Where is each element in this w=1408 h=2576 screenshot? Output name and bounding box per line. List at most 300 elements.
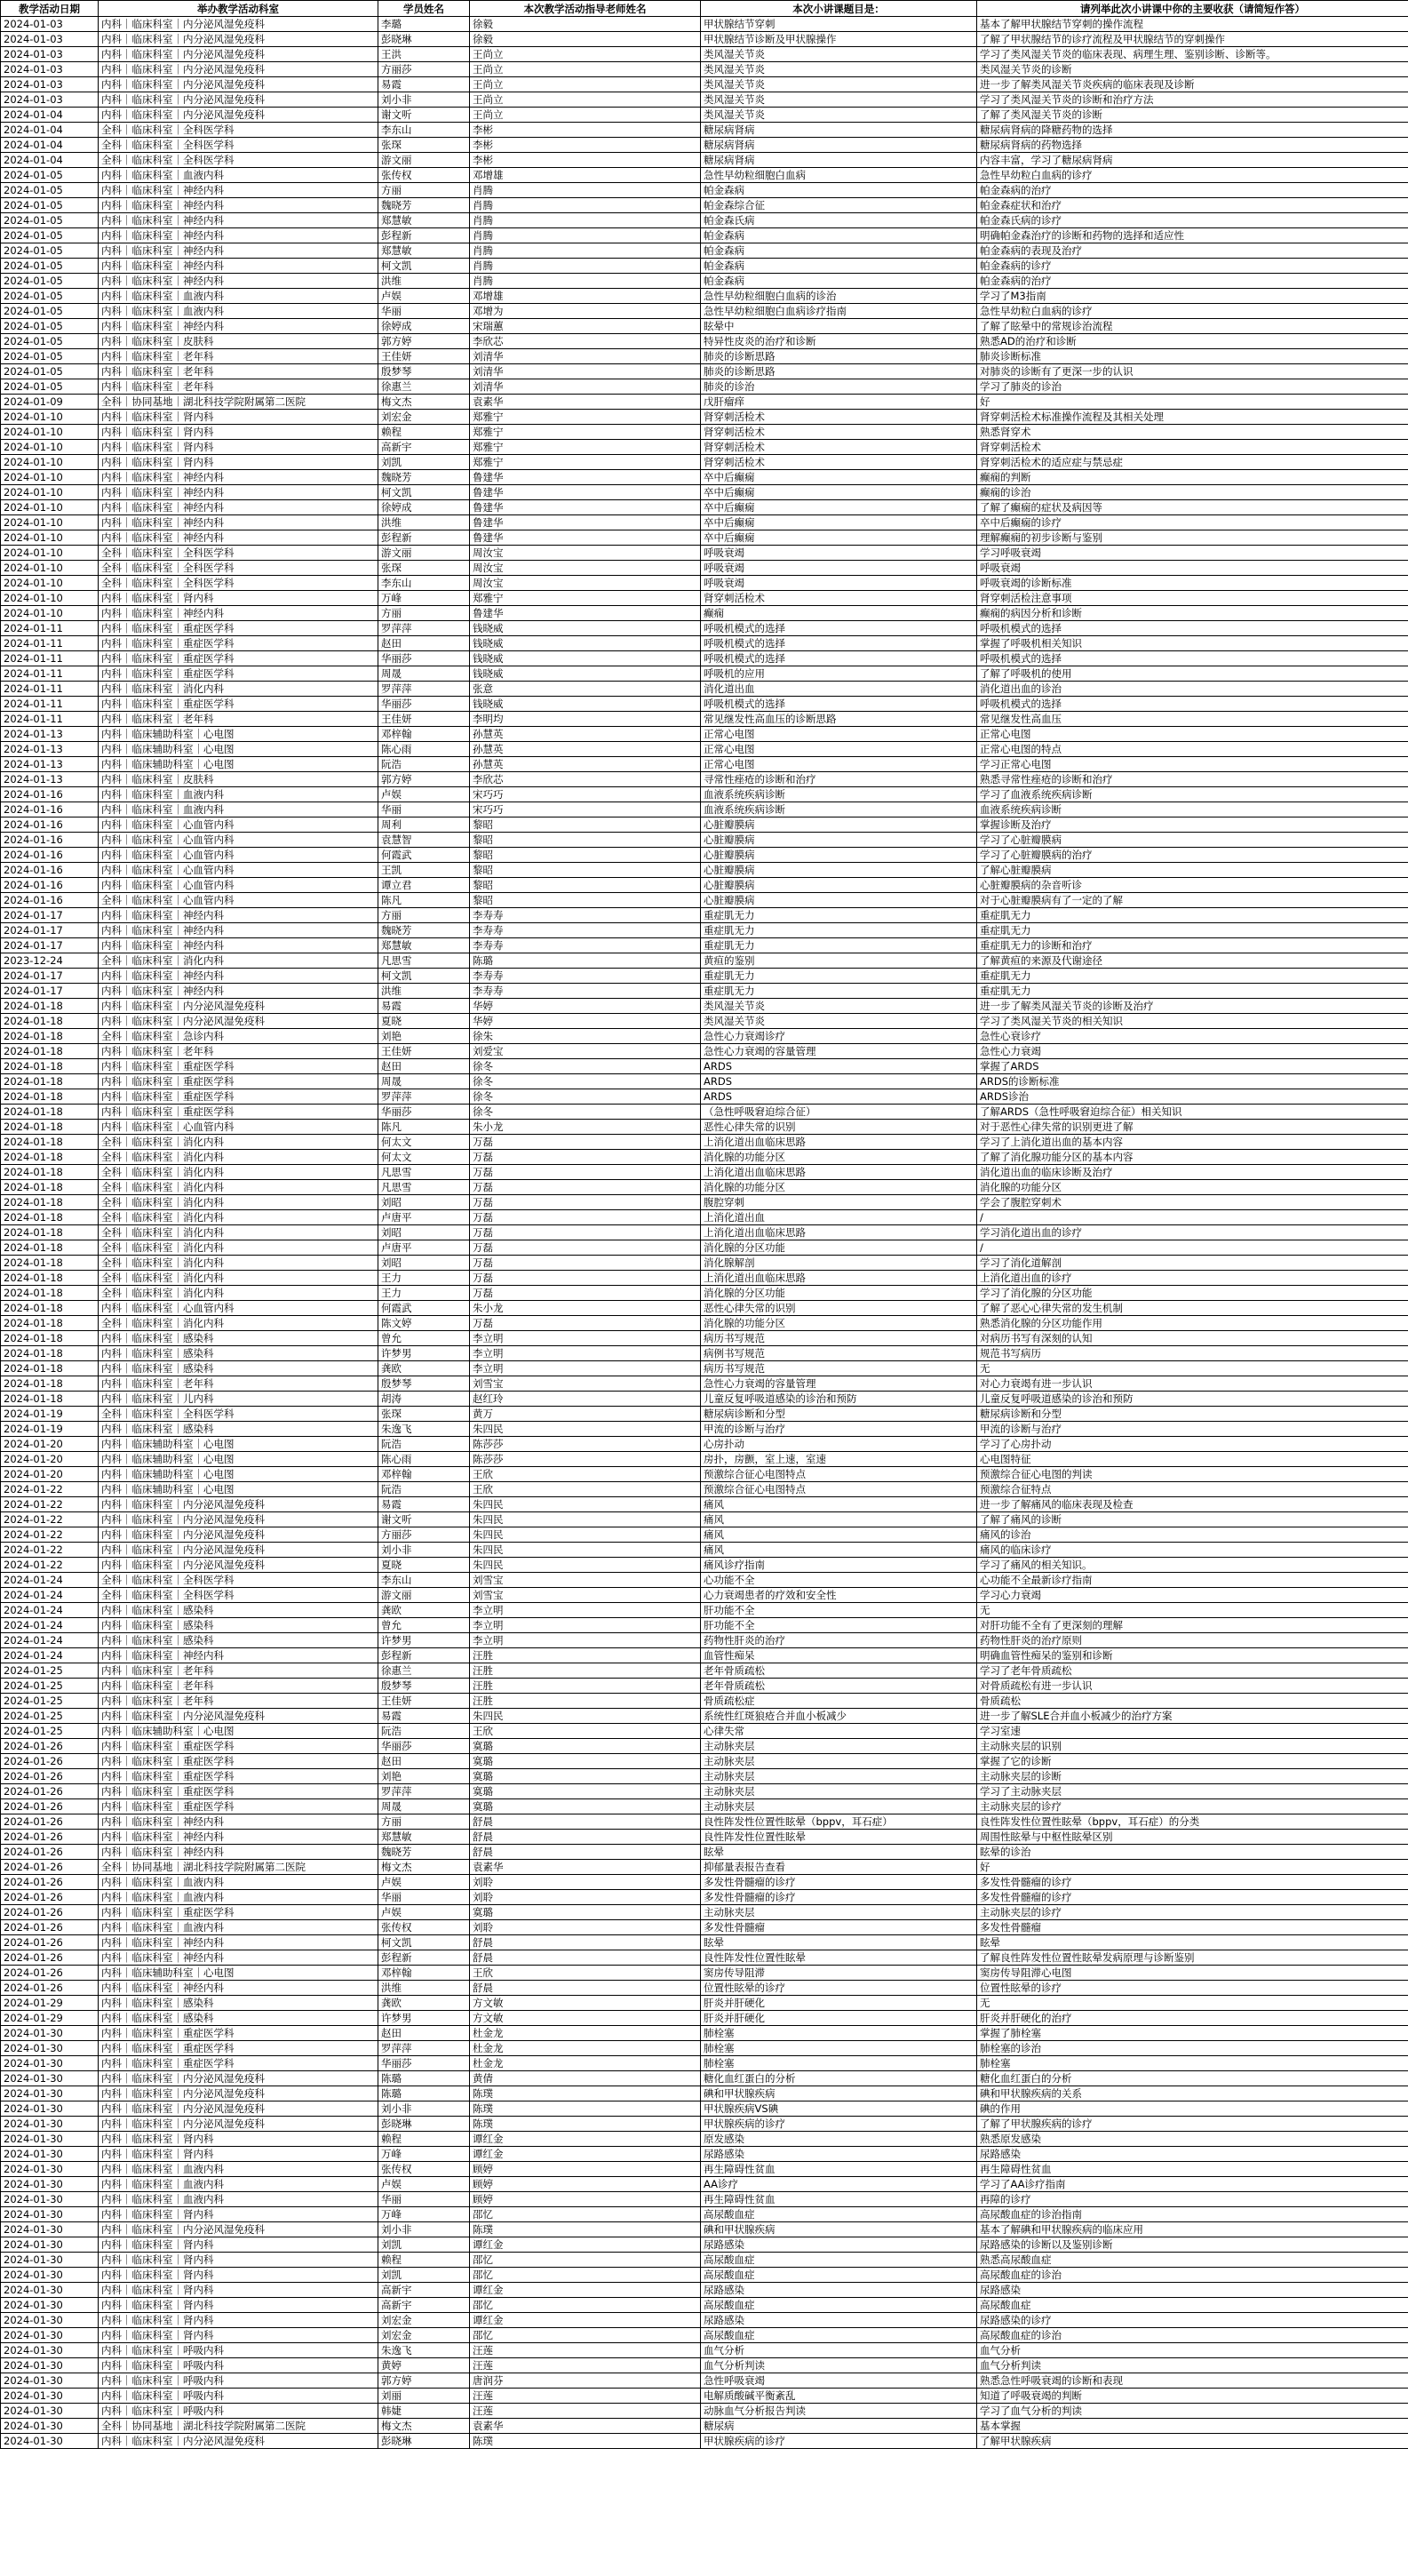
table-row <box>1 817 1408 833</box>
cell-department: 内科｜临床科室｜心血管内科 <box>99 1301 378 1316</box>
cell-topic: 原发感染 <box>701 2132 977 2147</box>
cell-student: 陈心雨 <box>378 1452 470 1467</box>
cell-department: 内科｜临床科室｜肾内科 <box>99 2328 378 2343</box>
cell-teacher: 邓增雄 <box>470 168 701 183</box>
table-row <box>1 1799 1408 1814</box>
table-row <box>1 1286 1408 1301</box>
cell-date: 2024-01-13 <box>1 727 99 742</box>
cell-date: 2024-01-10 <box>1 485 99 500</box>
cell-student: 徐婷成 <box>378 319 470 334</box>
cell-date: 2024-01-26 <box>1 1754 99 1769</box>
cell-gains: 帕金森病的治疗 <box>977 274 1408 289</box>
cell-teacher: 舒晨 <box>470 1935 701 1950</box>
cell-department: 内科｜临床科室｜血液内科 <box>99 289 378 304</box>
table-row <box>1 848 1408 863</box>
cell-topic: 心力衰竭患者的疗效和安全性 <box>701 1588 977 1603</box>
cell-topic: 上消化道出血临床思路 <box>701 1271 977 1286</box>
cell-student: 魏晓芳 <box>378 1845 470 1860</box>
cell-student: 高新宇 <box>378 2298 470 2313</box>
cell-gains: 糖尿病肾病的药物选择 <box>977 138 1408 153</box>
cell-gains: 学习正常心电图 <box>977 757 1408 772</box>
cell-gains: 痛风的诊治 <box>977 1527 1408 1543</box>
cell-department: 内科｜临床科室｜重症医学科 <box>99 651 378 666</box>
cell-gains: 碘和甲状腺疾病的关系 <box>977 2086 1408 2101</box>
table-row <box>1 1709 1408 1724</box>
cell-topic: 药物性肝炎的治疗 <box>701 1633 977 1648</box>
cell-gains: 呼吸机模式的选择 <box>977 651 1408 666</box>
cell-gains: 主动脉夹层的诊疗 <box>977 1905 1408 1920</box>
cell-topic: 肺炎的诊断思路 <box>701 364 977 379</box>
table-row <box>1 1059 1408 1074</box>
cell-student: 易霞 <box>378 1709 470 1724</box>
cell-department: 全科｜临床科室｜全科医学科 <box>99 546 378 561</box>
table-row <box>1 485 1408 500</box>
cell-student: 朱逸飞 <box>378 2343 470 2358</box>
cell-department: 内科｜临床科室｜血液内科 <box>99 1890 378 1905</box>
cell-topic: 甲状腺结节诊断及甲状腺操作 <box>701 32 977 47</box>
table-row <box>1 77 1408 92</box>
cell-topic: 糖尿病诊断和分型 <box>701 1407 977 1422</box>
table-row <box>1 334 1408 349</box>
cell-student: 阮浩 <box>378 757 470 772</box>
cell-teacher: 朱四民 <box>470 1558 701 1573</box>
cell-teacher: 谭红金 <box>470 2147 701 2162</box>
cell-date: 2024-01-03 <box>1 32 99 47</box>
cell-topic: 类风湿关节炎 <box>701 77 977 92</box>
cell-department: 内科｜临床科室｜老年科 <box>99 1376 378 1392</box>
cell-gains: 理解癫痫的初步诊断与鉴别 <box>977 530 1408 546</box>
cell-student: 华丽莎 <box>378 651 470 666</box>
cell-gains: 对于恶性心律失常的识别更进了解 <box>977 1120 1408 1135</box>
table-row <box>1 1663 1408 1679</box>
cell-date: 2024-01-11 <box>1 697 99 712</box>
cell-department: 内科｜临床科室｜神经内科 <box>99 1935 378 1950</box>
cell-teacher: 万磊 <box>470 1256 701 1271</box>
cell-gains: 熟悉高尿酸血症 <box>977 2253 1408 2268</box>
cell-department: 内科｜临床科室｜皮肤科 <box>99 772 378 787</box>
cell-student: 邓梓翰 <box>378 1966 470 1981</box>
cell-department: 内科｜临床科室｜内分泌风湿免疫科 <box>99 999 378 1014</box>
cell-date: 2024-01-20 <box>1 1467 99 1482</box>
cell-department: 内科｜临床辅助科室｜心电图 <box>99 1482 378 1497</box>
cell-teacher: 肖腾 <box>470 183 701 198</box>
cell-student: 陈凡 <box>378 893 470 908</box>
cell-date: 2024-01-05 <box>1 228 99 243</box>
cell-teacher: 王欣 <box>470 1467 701 1482</box>
cell-teacher: 邓增为 <box>470 304 701 319</box>
cell-date: 2024-01-16 <box>1 833 99 848</box>
cell-topic: 急性早幼粒细胞白血病的诊治 <box>701 289 977 304</box>
table-row <box>1 2086 1408 2101</box>
cell-teacher: 万磊 <box>470 1271 701 1286</box>
cell-date: 2024-01-16 <box>1 893 99 908</box>
cell-department: 内科｜临床科室｜内分泌风湿免疫科 <box>99 1014 378 1029</box>
cell-student: 郑慧敏 <box>378 243 470 259</box>
cell-student: 曾允 <box>378 1331 470 1346</box>
cell-topic: 甲状腺结节穿刺 <box>701 17 977 32</box>
table-row <box>1 1392 1408 1407</box>
cell-date: 2024-01-11 <box>1 682 99 697</box>
cell-student: 刘宏金 <box>378 410 470 425</box>
cell-topic: 肾穿刺活检术 <box>701 455 977 470</box>
cell-teacher: 王欣 <box>470 1966 701 1981</box>
cell-department: 内科｜临床科室｜内分泌风湿免疫科 <box>99 1709 378 1724</box>
cell-topic: 正常心电图 <box>701 727 977 742</box>
cell-teacher: 李寿寿 <box>470 969 701 984</box>
cell-date: 2024-01-10 <box>1 470 99 485</box>
cell-teacher: 汪胜 <box>470 1679 701 1694</box>
cell-topic: 碘和甲状腺疾病 <box>701 2086 977 2101</box>
cell-gains: 消化道出血的诊治 <box>977 682 1408 697</box>
header-gains: 请列举此次小讲课中你的主要收获（请简短作答） <box>977 1 1408 17</box>
cell-department: 内科｜临床科室｜神经内科 <box>99 938 378 953</box>
cell-department: 内科｜临床科室｜呼吸内科 <box>99 2358 378 2373</box>
cell-gains: 对骨质疏松有进一步认识 <box>977 1679 1408 1694</box>
cell-student: 赖程 <box>378 425 470 440</box>
cell-topic: 卒中后癫痫 <box>701 530 977 546</box>
cell-topic: 再生障碍性贫血 <box>701 2162 977 2177</box>
table-row <box>1 2056 1408 2071</box>
table-row <box>1 1225 1408 1240</box>
cell-student: 阮浩 <box>378 1437 470 1452</box>
cell-department: 内科｜临床科室｜肾内科 <box>99 455 378 470</box>
cell-date: 2024-01-30 <box>1 2222 99 2237</box>
cell-date: 2024-01-24 <box>1 1573 99 1588</box>
cell-department: 内科｜临床辅助科室｜心电图 <box>99 1724 378 1739</box>
cell-department: 内科｜临床科室｜重症医学科 <box>99 2041 378 2056</box>
cell-teacher: 寞璐 <box>470 1739 701 1754</box>
cell-topic: 良性阵发性位置性眩晕（bppv，耳石症） <box>701 1814 977 1830</box>
cell-department: 内科｜临床科室｜老年科 <box>99 349 378 364</box>
cell-topic: 重症肌无力 <box>701 969 977 984</box>
cell-student: 陈璐 <box>378 2071 470 2086</box>
table-row <box>1 1195 1408 1210</box>
cell-teacher: 陈莎莎 <box>470 1452 701 1467</box>
cell-teacher: 万磊 <box>470 1195 701 1210</box>
cell-gains: 急性心衰诊疗 <box>977 1029 1408 1044</box>
cell-gains: 了解了癫痫的症状及病因等 <box>977 500 1408 515</box>
cell-student: 高新宇 <box>378 440 470 455</box>
cell-topic: 病历书写规范 <box>701 1361 977 1376</box>
table-row <box>1 1497 1408 1512</box>
cell-gains: 痛风的临床诊疗 <box>977 1543 1408 1558</box>
cell-gains: 骨质疏松 <box>977 1694 1408 1709</box>
header-department: 举办教学活动科室 <box>99 1 378 17</box>
cell-department: 内科｜临床科室｜神经内科 <box>99 1981 378 1996</box>
cell-student: 洪维 <box>378 984 470 999</box>
cell-teacher: 汪莲 <box>470 2389 701 2404</box>
cell-topic: 恶性心律失常的识别 <box>701 1120 977 1135</box>
table-row <box>1 1966 1408 1981</box>
cell-department: 内科｜临床科室｜心血管内科 <box>99 833 378 848</box>
cell-date: 2024-01-22 <box>1 1543 99 1558</box>
cell-topic: 肝炎并肝硬化 <box>701 2011 977 2026</box>
table-row <box>1 32 1408 47</box>
cell-gains: 了解了眩晕中的常规诊治流程 <box>977 319 1408 334</box>
cell-department: 内科｜临床科室｜内分泌风湿免疫科 <box>99 32 378 47</box>
cell-gains: 高尿酸血症 <box>977 2298 1408 2313</box>
cell-department: 全科｜临床科室｜消化内科 <box>99 1225 378 1240</box>
cell-topic: 主动脉夹层 <box>701 1739 977 1754</box>
cell-date: 2024-01-30 <box>1 2071 99 2086</box>
table-row <box>1 1814 1408 1830</box>
cell-department: 内科｜临床科室｜感染科 <box>99 1618 378 1633</box>
cell-topic: 黄疸的鉴别 <box>701 953 977 969</box>
cell-student: 方丽 <box>378 606 470 621</box>
cell-topic: 戊肝瘤痒 <box>701 395 977 410</box>
cell-gains: 尿路感染的诊断以及鉴别诊断 <box>977 2237 1408 2253</box>
cell-department: 内科｜临床科室｜感染科 <box>99 1422 378 1437</box>
cell-student: 凡思雪 <box>378 1180 470 1195</box>
cell-topic: 特异性皮炎的治疗和诊断 <box>701 334 977 349</box>
cell-student: 张传权 <box>378 2162 470 2177</box>
cell-department: 内科｜临床科室｜神经内科 <box>99 923 378 938</box>
cell-date: 2024-01-11 <box>1 636 99 651</box>
cell-teacher: 刘雪宝 <box>470 1588 701 1603</box>
cell-date: 2024-01-26 <box>1 1890 99 1905</box>
table-row <box>1 1694 1408 1709</box>
cell-topic: 心脏瓣膜病 <box>701 833 977 848</box>
cell-topic: 重症肌无力 <box>701 923 977 938</box>
cell-gains: 类风湿关节炎的诊断 <box>977 62 1408 77</box>
cell-date: 2024-01-30 <box>1 2419 99 2434</box>
cell-student: 邓梓翰 <box>378 1467 470 1482</box>
cell-department: 内科｜临床科室｜神经内科 <box>99 274 378 289</box>
table-row <box>1 530 1408 546</box>
table-row <box>1 425 1408 440</box>
cell-teacher: 王欣 <box>470 1482 701 1497</box>
cell-department: 内科｜临床科室｜内分泌风湿免疫科 <box>99 1497 378 1512</box>
table-row <box>1 123 1408 138</box>
table-body <box>1 17 1408 2449</box>
cell-date: 2024-01-30 <box>1 2192 99 2207</box>
header-topic: 本次小讲课题目是： <box>701 1 977 17</box>
table-row <box>1 969 1408 984</box>
cell-date: 2024-01-30 <box>1 2358 99 2373</box>
table-row <box>1 772 1408 787</box>
cell-gains: 学习了AA诊疗指南 <box>977 2177 1408 2192</box>
table-row <box>1 1769 1408 1784</box>
cell-date: 2024-01-30 <box>1 2268 99 2283</box>
cell-department: 内科｜临床科室｜神经内科 <box>99 606 378 621</box>
cell-date: 2024-01-26 <box>1 1739 99 1754</box>
cell-department: 内科｜临床科室｜老年科 <box>99 379 378 395</box>
cell-gains: 甲流的诊断与治疗 <box>977 1422 1408 1437</box>
table-row <box>1 2253 1408 2268</box>
cell-topic: 常见继发性高血压的诊断思路 <box>701 712 977 727</box>
cell-date: 2024-01-26 <box>1 1845 99 1860</box>
cell-date: 2023-12-24 <box>1 953 99 969</box>
cell-student: 许梦男 <box>378 2011 470 2026</box>
cell-teacher: 顾婷 <box>470 2177 701 2192</box>
cell-student: 张琛 <box>378 561 470 576</box>
cell-student: 许梦男 <box>378 1346 470 1361</box>
cell-teacher: 陈璞 <box>470 2222 701 2237</box>
cell-student: 洪维 <box>378 1981 470 1996</box>
table-row <box>1 1890 1408 1905</box>
cell-gains: ARDS的诊断标准 <box>977 1074 1408 1089</box>
cell-gains: 学习了类风湿关节炎的相关知识 <box>977 1014 1408 1029</box>
cell-student: 卢娱 <box>378 2177 470 2192</box>
cell-topic: 糖尿病肾病 <box>701 153 977 168</box>
cell-student: 彭晓琳 <box>378 2117 470 2132</box>
cell-topic: 痛风 <box>701 1543 977 1558</box>
cell-date: 2024-01-30 <box>1 2434 99 2449</box>
cell-department: 内科｜临床科室｜内分泌风湿免疫科 <box>99 1512 378 1527</box>
cell-topic: 消化腺的功能分区 <box>701 1180 977 1195</box>
cell-teacher: 鲁建华 <box>470 500 701 515</box>
table-row <box>1 2041 1408 2056</box>
cell-department: 内科｜临床科室｜血液内科 <box>99 1920 378 1935</box>
cell-department: 内科｜临床科室｜重症医学科 <box>99 1074 378 1089</box>
cell-teacher: 鲁建华 <box>470 606 701 621</box>
table-row <box>1 379 1408 395</box>
cell-date: 2024-01-05 <box>1 319 99 334</box>
cell-gains: 糖尿病肾病的降糖药物的选择 <box>977 123 1408 138</box>
cell-gains: 帕金森症状和治疗 <box>977 198 1408 213</box>
table-row <box>1 153 1408 168</box>
cell-teacher: 李立明 <box>470 1603 701 1618</box>
cell-teacher: 汪胜 <box>470 1663 701 1679</box>
cell-topic: 痛风诊疗指南 <box>701 1558 977 1573</box>
cell-department: 内科｜临床科室｜肾内科 <box>99 591 378 606</box>
cell-date: 2024-01-10 <box>1 546 99 561</box>
cell-teacher: 徐毅 <box>470 17 701 32</box>
cell-date: 2024-01-26 <box>1 1875 99 1890</box>
table-row <box>1 440 1408 455</box>
cell-gains: 呼吸机模式的选择 <box>977 621 1408 636</box>
cell-gains: 消化腺的功能分区 <box>977 1180 1408 1195</box>
cell-teacher: 李立明 <box>470 1346 701 1361</box>
cell-student: 王佳妍 <box>378 1044 470 1059</box>
cell-teacher: 黎昭 <box>470 878 701 893</box>
cell-student: 高新宇 <box>378 2283 470 2298</box>
cell-teacher: 邵忆 <box>470 2298 701 2313</box>
cell-date: 2024-01-24 <box>1 1633 99 1648</box>
cell-teacher: 袁素华 <box>470 2419 701 2434</box>
cell-gains: 糖化血红蛋白的分析 <box>977 2071 1408 2086</box>
cell-date: 2024-01-05 <box>1 379 99 395</box>
cell-teacher: 万磊 <box>470 1225 701 1240</box>
cell-date: 2024-01-26 <box>1 1920 99 1935</box>
table-row <box>1 2162 1408 2177</box>
table-row <box>1 1165 1408 1180</box>
cell-date: 2024-01-04 <box>1 123 99 138</box>
cell-topic: 甲状腺疾病VS碘 <box>701 2101 977 2117</box>
cell-gains: 进一步了解痛风的临床表现及检查 <box>977 1497 1408 1512</box>
cell-topic: 肝功能不全 <box>701 1618 977 1633</box>
cell-topic: 多发性骨髓瘤 <box>701 1920 977 1935</box>
cell-student: 罗萍萍 <box>378 621 470 636</box>
cell-date: 2024-01-10 <box>1 561 99 576</box>
cell-department: 内科｜临床科室｜心血管内科 <box>99 817 378 833</box>
header-student: 学员姓名 <box>378 1 470 17</box>
cell-teacher: 杜金龙 <box>470 2026 701 2041</box>
cell-student: 王洪 <box>378 47 470 62</box>
table-row <box>1 1467 1408 1482</box>
table-row <box>1 47 1408 62</box>
table-row <box>1 2268 1408 2283</box>
cell-gains: 肾穿刺活检术标准操作流程及其相关处理 <box>977 410 1408 425</box>
cell-department: 内科｜临床辅助科室｜心电图 <box>99 1467 378 1482</box>
cell-date: 2024-01-18 <box>1 1029 99 1044</box>
cell-student: 郭方婷 <box>378 334 470 349</box>
cell-teacher: 邵忆 <box>470 2268 701 2283</box>
cell-teacher: 刘清华 <box>470 364 701 379</box>
cell-department: 内科｜临床科室｜神经内科 <box>99 1845 378 1860</box>
cell-topic: 帕金森病 <box>701 274 977 289</box>
cell-date: 2024-01-18 <box>1 1044 99 1059</box>
cell-gains: 肾穿刺活检术 <box>977 440 1408 455</box>
cell-topic: 主动脉夹层 <box>701 1799 977 1814</box>
cell-topic: 卒中后癫痫 <box>701 500 977 515</box>
cell-date: 2024-01-26 <box>1 1950 99 1966</box>
cell-gains: 高尿酸血症的诊治指南 <box>977 2207 1408 2222</box>
cell-student: 夏晓 <box>378 1558 470 1573</box>
table-row <box>1 259 1408 274</box>
cell-gains: 良性阵发性位置性眩晕（bppv，耳石症）的分类 <box>977 1814 1408 1830</box>
cell-department: 内科｜临床科室｜老年科 <box>99 364 378 379</box>
cell-student: 凡思雪 <box>378 1165 470 1180</box>
cell-gains: 好 <box>977 395 1408 410</box>
cell-gains: 上消化道出血的诊疗 <box>977 1271 1408 1286</box>
cell-student: 谭立君 <box>378 878 470 893</box>
cell-topic: 主动脉夹层 <box>701 1784 977 1799</box>
cell-department: 内科｜临床科室｜儿内科 <box>99 1392 378 1407</box>
cell-student: 龚欧 <box>378 1996 470 2011</box>
cell-teacher: 朱四民 <box>470 1422 701 1437</box>
cell-student: 周利 <box>378 817 470 833</box>
cell-student: 方丽莎 <box>378 1527 470 1543</box>
cell-gains: 主动脉夹层的诊疗 <box>977 1799 1408 1814</box>
cell-department: 内科｜临床科室｜老年科 <box>99 1663 378 1679</box>
cell-date: 2024-01-30 <box>1 2237 99 2253</box>
cell-teacher: 朱四民 <box>470 1709 701 1724</box>
cell-date: 2024-01-17 <box>1 938 99 953</box>
table-row <box>1 349 1408 364</box>
cell-student: 阮浩 <box>378 1724 470 1739</box>
cell-topic: 急性心力衰竭诊疗 <box>701 1029 977 1044</box>
cell-teacher: 周汝宝 <box>470 576 701 591</box>
cell-student: 卢娱 <box>378 289 470 304</box>
cell-student: 凡思雪 <box>378 953 470 969</box>
cell-student: 赵田 <box>378 636 470 651</box>
cell-date: 2024-01-17 <box>1 908 99 923</box>
table-row <box>1 546 1408 561</box>
cell-topic: 肺栓塞 <box>701 2041 977 2056</box>
cell-student: 柯文凯 <box>378 485 470 500</box>
cell-date: 2024-01-30 <box>1 2086 99 2101</box>
cell-student: 胡涛 <box>378 1392 470 1407</box>
cell-gains: 掌握诊断及治疗 <box>977 817 1408 833</box>
cell-topic: 卒中后癫痫 <box>701 470 977 485</box>
cell-department: 内科｜临床科室｜心血管内科 <box>99 878 378 893</box>
cell-gains: 帕金森氏病的诊疗 <box>977 213 1408 228</box>
table-row <box>1 1633 1408 1648</box>
cell-gains: 规范书写病历 <box>977 1346 1408 1361</box>
cell-teacher: 黎昭 <box>470 863 701 878</box>
cell-topic: 肾穿刺活检术 <box>701 410 977 425</box>
cell-student: 柯文凯 <box>378 969 470 984</box>
cell-date: 2024-01-11 <box>1 712 99 727</box>
cell-gains: 尿路感染 <box>977 2147 1408 2162</box>
cell-date: 2024-01-18 <box>1 1195 99 1210</box>
cell-date: 2024-01-18 <box>1 1135 99 1150</box>
cell-department: 全科｜临床科室｜全科医学科 <box>99 576 378 591</box>
cell-student: 彭晓琳 <box>378 2434 470 2449</box>
cell-department: 内科｜临床科室｜神经内科 <box>99 319 378 334</box>
table-row <box>1 682 1408 697</box>
